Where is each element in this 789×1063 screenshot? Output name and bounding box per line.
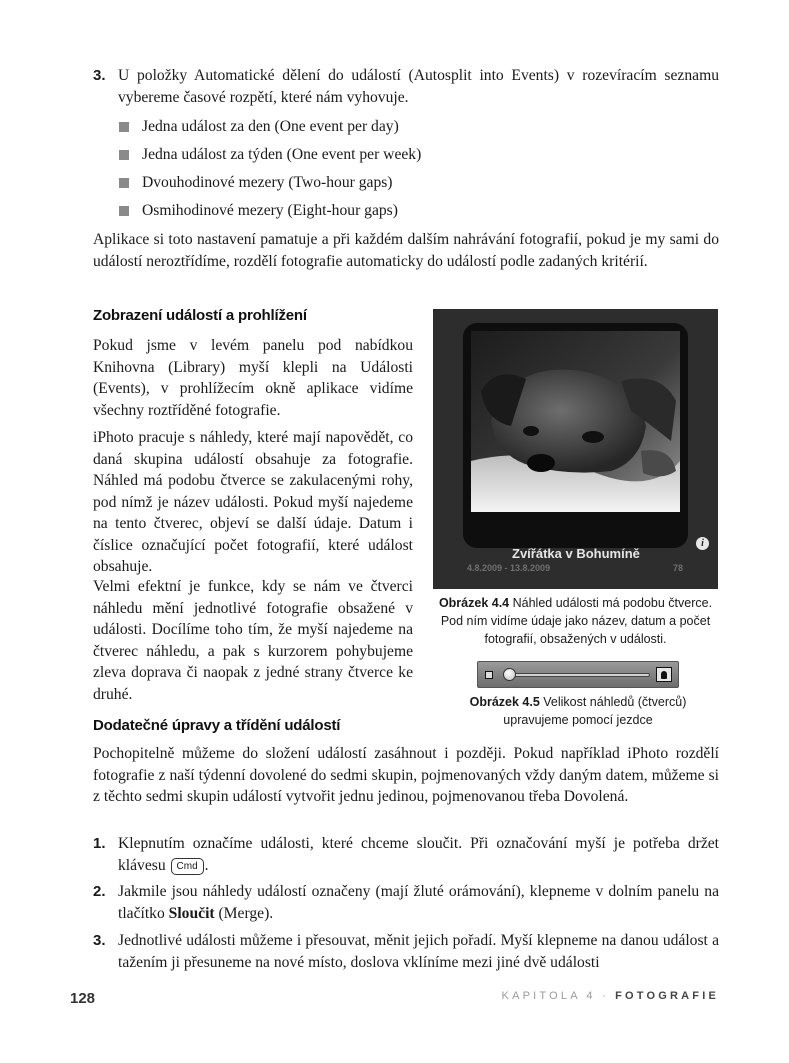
page-number: 128	[70, 990, 96, 1007]
paragraph-skimming: Velmi efektní je funkce, kdy se nám ve čtverci náhledu mění jednotlivé fotografie obsažené v události. Docílíme toho tím, že myší najedeme na čtverec náhledu, a pak s kurzorem pohybujeme zleva doprava či naopak z jedné strany čtverce ke druhé.	[93, 578, 413, 703]
square-bullet-icon	[119, 150, 129, 160]
list-number: 1.	[93, 835, 106, 852]
caption-label: Obrázek 4.5	[469, 695, 540, 709]
large-thumbnail-icon	[656, 667, 672, 682]
list-number: 3.	[93, 932, 106, 949]
square-bullet-icon	[119, 206, 129, 216]
section-heading-viewing: Zobrazení událostí a prohlížení	[93, 307, 307, 324]
cmd-key: Cmd	[171, 858, 204, 875]
figure-4-5-caption	[445, 693, 711, 729]
paragraph-merge-intro: Pochopitelně můžeme do složení událostí zasáhnout i později. Pokud například iPhoto rozdělí fotografie z naší týdenní dovolené do sedmi skupin, pojmenovaných vždy daným datem, můžeme si z těchto sedmi skupin událostí vytvořit jednu jedinou, pojmenovanou třeba Dovolená.	[93, 745, 719, 805]
slider-track[interactable]	[504, 673, 650, 677]
caption-text: Velikost náhledů (čtverců) upravujeme pomocí jezdce	[503, 695, 687, 727]
list-item-3	[93, 930, 719, 973]
figure-4-4-caption	[433, 594, 718, 648]
list-text: Jednotlivé události můžeme i přesouvat, měnit jejich pořadí. Myší klepneme na danou událost a tažením ji přesuneme na nové místo, doslova vklíníme mezi jiné dvě události	[118, 932, 719, 971]
paragraph-library: Pokud jsme v levém panelu pod nabídkou Knihovna (Library) myší klepli na Události (Events), v prohlížecím okně aplikace vidíme všechny roztříděné fotografie.	[93, 337, 413, 419]
bullet-list	[118, 115, 718, 227]
list-number: 3.	[93, 67, 106, 84]
square-bullet-icon	[119, 178, 129, 188]
event-card	[463, 323, 704, 549]
list-text: Jakmile jsou náhledy událostí označeny (mají žluté orámování), klepneme v dolním panelu na tlačítko Sloučit (Merge).	[118, 883, 719, 922]
list-text: Klepnutím označíme události, které chceme sloučit. Při označování myší je potřeba držet klávesu Cmd .	[118, 835, 719, 874]
small-thumbnail-icon	[485, 671, 493, 679]
merge-button-label: Sloučit	[168, 904, 215, 922]
event-dates: 4.8.2009 - 13.8.2009	[467, 563, 551, 573]
paragraph-remember: Aplikace si toto nastavení pamatuje a při každém dalším nahrávání fotografií, pokud je my sami do událostí neroztřídíme, rozdělí fotografie automaticky do událostí podle zadaných kritérií.	[93, 231, 719, 270]
running-footer: KAPITOLA 4 · FOTOGRAFIE	[501, 990, 719, 1002]
caption-text: Náhled události má podobu čtverce. Pod ním vidíme údaje jako název, datum a počet fotografií, obsažených v události.	[440, 596, 713, 646]
paragraph-thumbnails: iPhoto pracuje s náhledy, které mají napovědět, co daná skupina událostí obsahuje za fotografie. Náhled má podobu čtverce se zakulacenými rohy, pod nímž je název události. Pokud myší najedeme na tento čtverec, objeví se další údaje. Datum i číslice označující počet fotografií, které událost obsahuje.	[93, 429, 413, 575]
list-text: U položky Automatické dělení do událostí (Autosplit into Events) v rozevíracím seznamu vybereme časové rozpětí, které nám vyhovuje.	[118, 67, 719, 106]
list-item-3-top	[93, 65, 719, 108]
bullet-item: Dvouhodinové mezery (Two-hour gaps)	[118, 171, 718, 199]
event-photo-count: 78	[673, 563, 684, 573]
list-item-1	[93, 833, 719, 876]
bullet-item: Osmihodinové mezery (Eight-hour gaps)	[118, 199, 718, 227]
info-icon[interactable]: i	[696, 537, 709, 550]
list-item-2	[93, 881, 719, 924]
list-number: 2.	[93, 883, 106, 900]
dog-photo	[471, 331, 680, 512]
figure-event-thumbnail	[433, 309, 718, 589]
bullet-item: Jedna událost za den (One event per day)	[118, 115, 718, 143]
square-bullet-icon	[119, 122, 129, 132]
caption-label: Obrázek 4.4	[438, 596, 510, 610]
section-heading-editing: Dodatečné úpravy a třídění událostí	[93, 717, 341, 734]
slider-knob[interactable]	[503, 668, 516, 681]
event-title: Zvířátka v Bohumíně	[512, 546, 640, 561]
bullet-item: Jedna událost za týden (One event per week)	[118, 143, 718, 171]
thumbnail-size-slider	[477, 661, 679, 688]
